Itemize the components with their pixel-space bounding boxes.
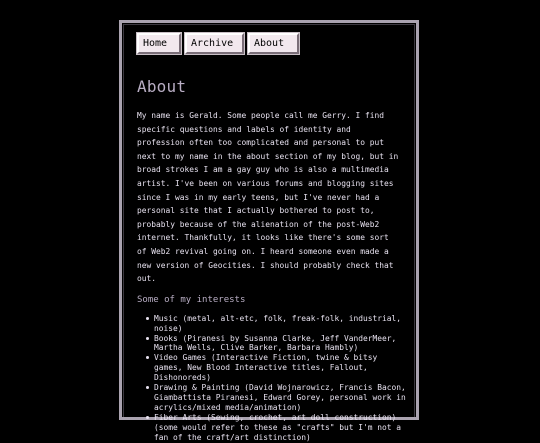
interest-item-books: Books (Piranesi by Susanna Clarke, Jeff VanderMeer, Martha Wells, Clive Barker, Barbara Hambly) [146,334,406,354]
interests-heading: Some of my interests [137,294,246,305]
bio-paragraph: My name is Gerald. Some people call me Gerry. I find specific questions and labels of identity and profession often too complicated and personal to put next to my name in the about section of my blog, but in broad strokes I am a gay guy who is also a multimedia artist. I've been on various forums and blogging sites since I was in my early teens, but I've never had a personal site that I actually bothered to post to, probably because of the alienation of the post-Web2 internet. Thankfully, it looks like there's some sort of Web2 revival going on. I heard someone even made a new version of Geocities. I should probably check that out. [137,111,399,284]
interests-list [137,314,405,443]
interest-item-video-games: Video Games (Interactive Fiction, twine & bitsy games, New Blood Interactive titles, Fallout, Dishonoreds) [146,353,406,383]
main-content [137,33,405,443]
top-nav [137,33,405,54]
interest-item-fiber-arts: Fiber Arts (Sewing, crochet, art doll construction) (some would refer to these as "crafts" but I'm not a fan of the craft/art distinction) [146,413,406,443]
nav-about-button[interactable]: About [248,33,299,54]
page-title: About [137,77,187,96]
interest-item-drawing-painting: Drawing & Painting (David Wojnarowicz, Francis Bacon, Giambattista Piranesi, Edward Gorey, personal work in acrylics/mixed media/animation) [146,383,406,413]
nav-archive-button[interactable]: Archive [185,33,244,54]
interest-item-music: Music (metal, alt-etc, folk, freak-folk, industrial, noise) [146,314,406,334]
nav-home-button[interactable]: Home [137,33,181,54]
